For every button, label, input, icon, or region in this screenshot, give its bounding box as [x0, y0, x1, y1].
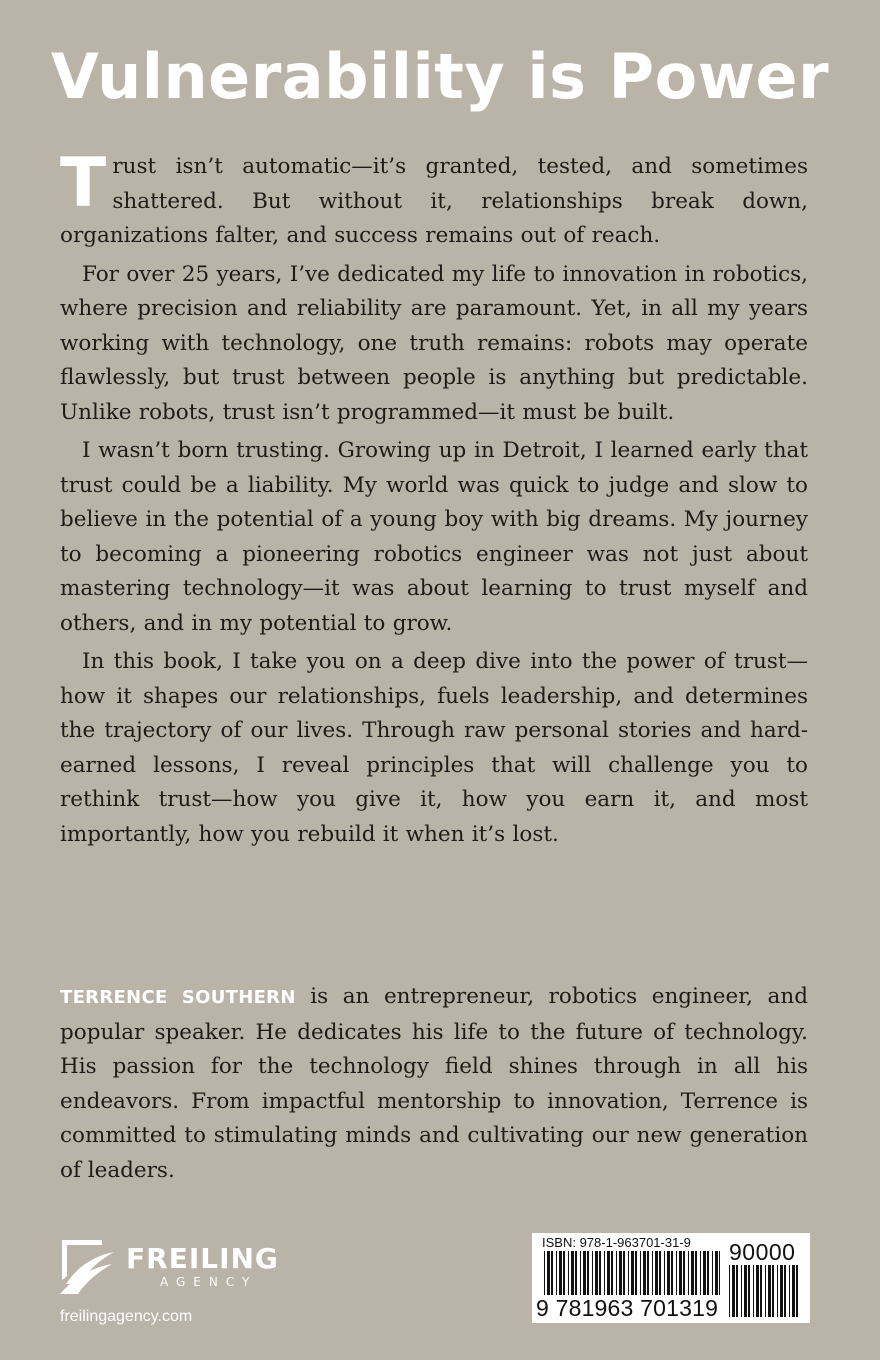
author-bio-text: is an entrepreneur, robotics engineer, and popular speaker. He dedicates his life to the future of technology. His passion for the technology field shines through in all his endeavors. From impactful mentorship to innovation, Terrence is committed to stimulating minds and cultivating our new generation of leaders. — [60, 984, 808, 1183]
barcode-bar — [789, 1265, 790, 1317]
blurb-paragraph-3: I wasn’t born trusting. Growing up in Detroit, I learned early that trust could be a liability. My world was quick to judge and slow to believe in the potential of a young boy with big dreams. My journey to becoming a pioneering robotics engineer was not just about mastering technology—it was about learning to trust myself and others, and in my potential to grow. — [60, 438, 808, 636]
barcode-bar — [741, 1265, 742, 1317]
freiling-logo-mark-icon — [56, 1236, 118, 1296]
barcode-addon-icon — [729, 1265, 801, 1317]
barcode-bar — [780, 1265, 783, 1317]
author-bio-paragraph — [60, 980, 808, 1188]
barcode-bar — [765, 1265, 766, 1317]
blurb-paragraph-1 — [60, 144, 808, 254]
publisher-logo — [56, 1236, 296, 1296]
publisher-subtitle: AGENCY — [160, 1275, 258, 1289]
barcode-bar — [760, 1265, 762, 1317]
barcode-bar — [784, 1265, 786, 1317]
barcode-bar — [736, 1265, 738, 1317]
barcode-bar — [772, 1265, 774, 1317]
isbn-digits: 9 781963 701319 — [536, 1295, 722, 1322]
isbn-barcode — [532, 1233, 810, 1323]
isbn-label: ISBN: 978-1-963701-31-9 — [542, 1235, 691, 1250]
barcode-bar — [729, 1265, 730, 1317]
barcode-bar — [748, 1265, 750, 1317]
publisher-name: FREILING — [126, 1242, 279, 1275]
barcode-bar — [777, 1265, 778, 1317]
barcode-bar — [756, 1265, 759, 1317]
barcode-bar — [768, 1265, 771, 1317]
book-title: Vulnerability is Power — [50, 40, 830, 113]
price-code: 90000 — [729, 1239, 796, 1265]
drop-cap: T — [60, 144, 107, 223]
author-bio — [60, 980, 808, 1188]
barcode-bar — [792, 1265, 795, 1317]
barcode-bar — [732, 1265, 735, 1317]
publisher-website: freilingagency.com — [60, 1308, 193, 1325]
blurb-paragraph-2: For over 25 years, I’ve dedicated my life to innovation in robotics, where precision and reliability are paramount. Yet, in all my years working with technology, one truth remains: robots may operate flawlessly, but trust between people is anything but predictable. Unlike robots, trust isn’t programmed—it must be built. — [60, 261, 808, 425]
blurb-paragraph-4: In this book, I take you on a deep dive into the power of trust—how it shapes our relationships, fuels leadership, and determines the trajectory of our lives. Through raw personal stories and hard-earned lessons, I reveal principles that will challenge you to rethink trust—how you give it, how you earn it, and most importantly, how you rebuild it when it’s lost. — [60, 649, 808, 847]
barcode-bar — [744, 1265, 747, 1317]
book-blurb — [60, 144, 808, 856]
author-name: TERRENCE SOUTHERN — [60, 987, 296, 1008]
barcode-bar — [753, 1265, 754, 1317]
blurb-paragraph-1-text: rust isn’t automatic—it’s granted, tested, and sometimes shattered. But without it, relationships break down, organizations falter, and success remains out of reach. — [60, 154, 808, 248]
barcode-bar — [796, 1265, 798, 1317]
